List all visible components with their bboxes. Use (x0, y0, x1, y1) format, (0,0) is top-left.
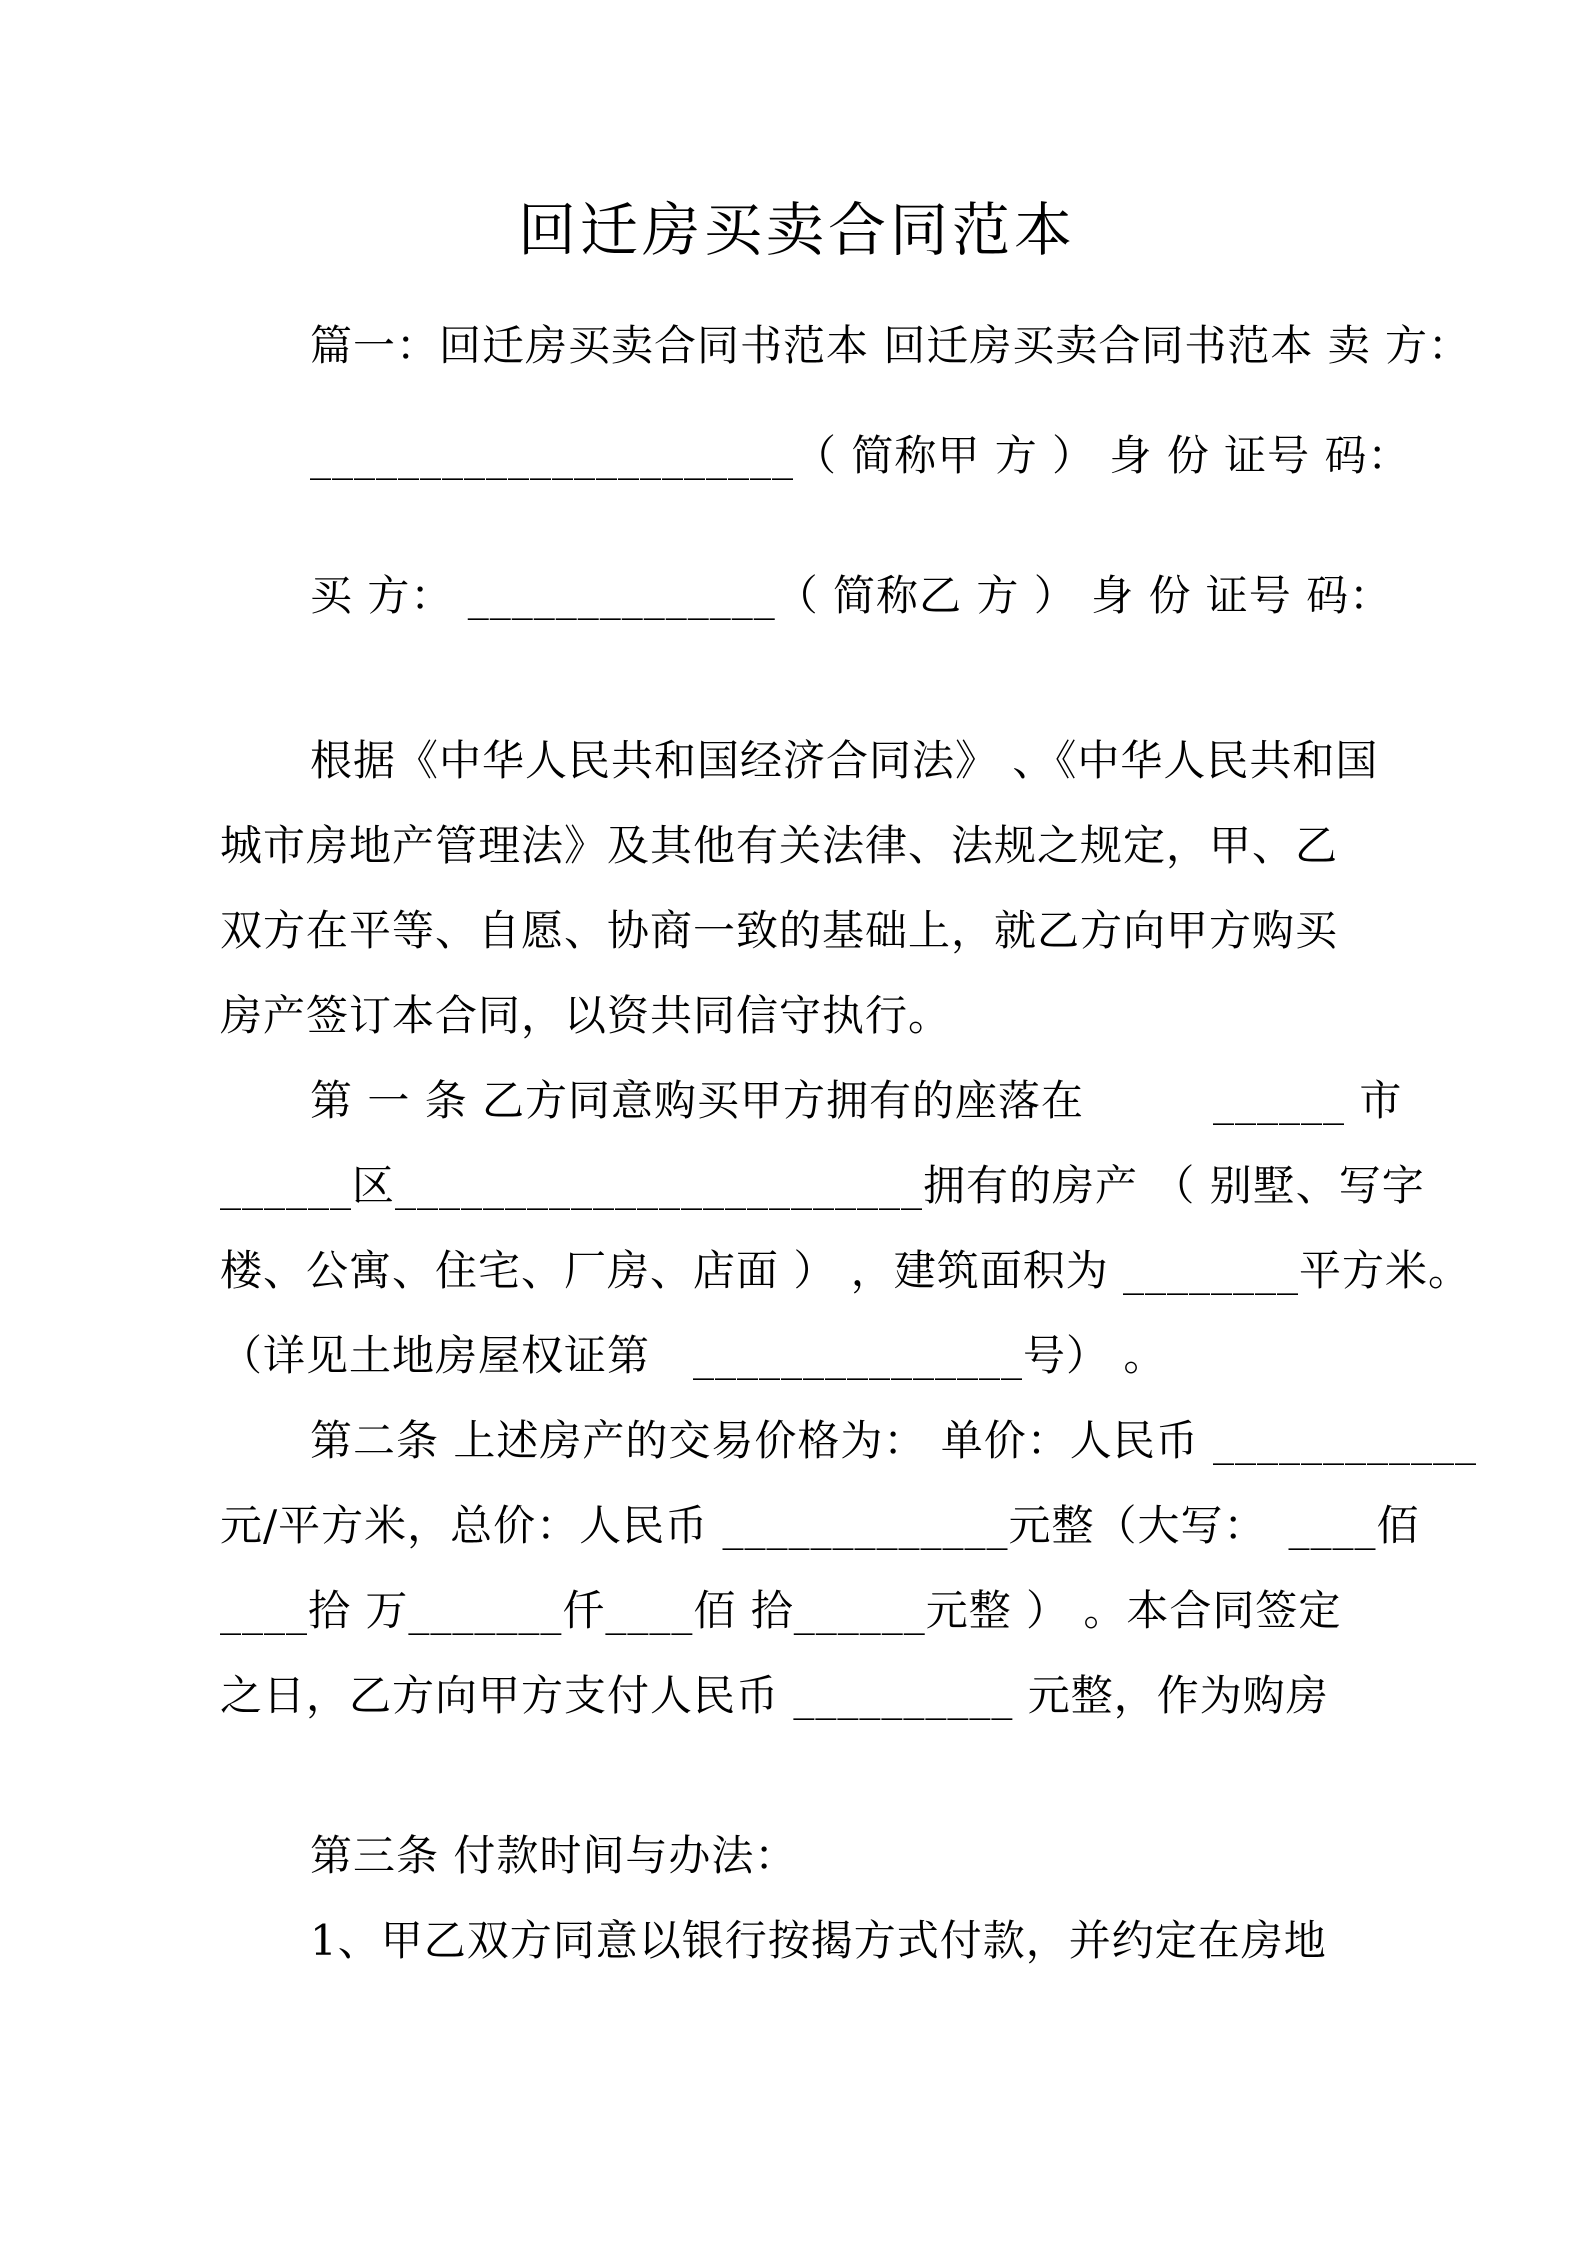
contract-line: 篇一：回迁房买卖合同书范本 回迁房买卖合同书范本 卖 方： (310, 320, 1472, 370)
contract-line: 买 方： ______________（ 简称乙 方 ） 身 份 证号 码： (310, 570, 1393, 620)
contract-line: 房产签订本合同，以资共同信守执行。 (220, 990, 952, 1040)
contract-line: 第二条 上述房产的交易价格为： 单价：人民币 ____________ (310, 1415, 1478, 1465)
contract-line: ______________________（ 简称甲 方 ） 身 份 证号 码： (310, 430, 1411, 480)
contract-line: 元/平方米，总价：人民币 _____________元整（大写： ____佰 (220, 1500, 1420, 1550)
contract-line: 第三条 付款时间与办法： (310, 1830, 798, 1880)
contract-line: 第 一 条 乙方同意购买甲方拥有的座落在 ______ 市 (310, 1075, 1403, 1125)
contract-line: ______区________________________拥有的房产 （ 别墅、写字 (220, 1160, 1425, 1210)
contract-line: 城市房地产管理法》及其他有关法律、法规之规定，甲、乙 (220, 820, 1339, 870)
contract-line: 楼、公寓、住宅、厂房、店面 ） ，建筑面积为 ________平方米。 (220, 1245, 1472, 1295)
contract-line: （详见土地房屋权证第 _______________号） 。 (220, 1330, 1167, 1380)
contract-line: 双方在平等、自愿、协商一致的基础上，就乙方向甲方购买 (220, 905, 1339, 955)
contract-line: ____拾 万_______仟____佰 拾______元整 ） 。本合同签定 (220, 1585, 1342, 1635)
document-title: 回迁房买卖合同范本 (517, 196, 1076, 264)
contract-line: 之日，乙方向甲方支付人民币 __________ 元整，作为购房 (220, 1670, 1329, 1720)
contract-lines (0, 300, 1594, 1980)
contract-line: 根据《中华人民共和国经济合同法》 、《中华人民共和国 (310, 735, 1379, 785)
contract-line: 1、甲乙双方同意以银行按揭方式付款，并约定在房地 (310, 1915, 1327, 1965)
